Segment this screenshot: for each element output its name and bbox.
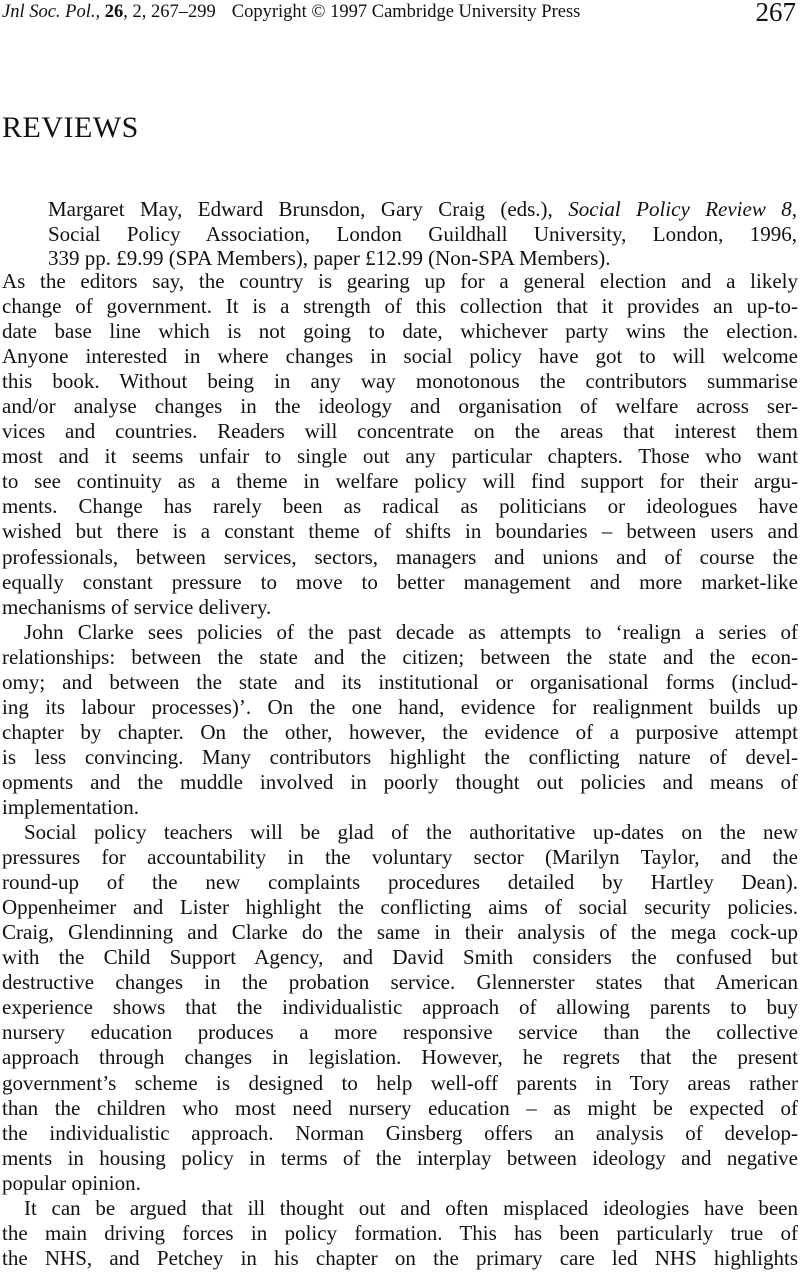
text-line: round-up of the new complaints procedures detailed by Hartley Dean). bbox=[2, 870, 798, 895]
text-line: John Clarke sees policies of the past decade as attempts to ‘realign a series of bbox=[24, 619, 798, 644]
text-line: Social policy teachers will be glad of the authoritative up-dates on the new bbox=[24, 820, 798, 845]
text-line: experience shows that the individualistic approach of allowing parents to buy bbox=[2, 995, 798, 1020]
text-line: ments. Change has rarely been as radical as politicians or ideologues have bbox=[2, 494, 798, 519]
section-title: REVIEWS bbox=[2, 111, 139, 144]
text-line: government’s scheme is designed to help well-off parents in Tory areas rather bbox=[2, 1070, 798, 1095]
text-line: most and it seems unfair to single out any particular chapters. Those who want bbox=[2, 444, 798, 469]
text-line: Oppenheimer and Lister highlight the conflicting aims of social security policies. bbox=[2, 895, 798, 920]
citation-line: Social Policy Association, London Guildhall University, London, 1996, bbox=[48, 221, 797, 246]
text-line: the NHS, and Petchey in his chapter on the primary care led NHS highlights bbox=[2, 1245, 798, 1270]
citation-line bbox=[48, 197, 797, 222]
text-line: omy; and between the state and its institutional or organisational forms (includ- bbox=[2, 669, 798, 694]
text-line: professionals, between services, sectors, managers and unions and of course the bbox=[2, 544, 798, 569]
paragraph bbox=[2, 269, 798, 620]
paragraph bbox=[2, 820, 798, 1196]
text-line: ments in housing policy in terms of the interplay between ideology and negative bbox=[2, 1145, 798, 1170]
review-body bbox=[2, 269, 798, 1271]
text-line: date base line which is not going to date, whichever party wins the election. bbox=[2, 319, 798, 344]
text-line: this book. Without being in any way monotonous the contributors summarise bbox=[2, 369, 798, 394]
text-line: equally constant pressure to move to better management and more market-like bbox=[2, 569, 798, 594]
text-line: ing its labour processes)’. On the one hand, evidence for realignment builds up bbox=[2, 694, 798, 719]
text-line: relationships: between the state and the citizen; between the state and the econ- bbox=[2, 644, 798, 669]
text-line: It can be argued that ill thought out and often misplaced ideologies have been bbox=[24, 1195, 798, 1220]
book-citation bbox=[48, 197, 797, 271]
text-line: change of government. It is a strength of this collection that it provides an up-to- bbox=[2, 294, 798, 319]
text-line: implementation. bbox=[2, 794, 140, 819]
paragraph bbox=[2, 1196, 798, 1271]
citation-line: 339 pp. £9.99 (SPA Members), paper £12.99 (Non-SPA Members). bbox=[48, 246, 611, 270]
running-header-citation bbox=[2, 0, 216, 24]
text-line: to see continuity as a theme in welfare policy will find support for their argu- bbox=[2, 469, 798, 494]
text-line: pressures for accountability in the voluntary sector (Marilyn Taylor, and the bbox=[2, 845, 798, 870]
journal-abbrev: Jnl Soc. Pol., bbox=[2, 2, 101, 22]
text-line: mechanisms of service delivery. bbox=[2, 594, 272, 619]
text-line: and/or analyse changes in the ideology and organisation of welfare across ser- bbox=[2, 394, 798, 419]
paragraph bbox=[2, 620, 798, 820]
text-line: with the Child Support Agency, and David Smith considers the confused but bbox=[2, 945, 798, 970]
page-number: 267 bbox=[755, 0, 796, 27]
text-line: Craig, Glendinning and Clarke do the same in their analysis of the mega cock-up bbox=[2, 920, 798, 945]
text-line: is less convincing. Many contributors highlight the conflicting nature of devel- bbox=[2, 744, 798, 769]
text-line: approach through changes in legislation. However, he regrets that the present bbox=[2, 1045, 798, 1070]
text-line: destructive changes in the probation service. Glennerster states that American bbox=[2, 970, 798, 995]
text-line: the main driving forces in policy formation. This has been particularly true of bbox=[2, 1220, 798, 1245]
text-line: wished but there is a constant theme of shifts in boundaries – between users and bbox=[2, 519, 798, 544]
text-line: popular opinion. bbox=[2, 1170, 141, 1195]
citation-punct: , bbox=[791, 197, 797, 221]
text-line: Anyone interested in where changes in social policy have got to will welcome bbox=[2, 344, 798, 369]
citation-authors: Margaret May, Edward Brunsdon, Gary Craig (eds.), bbox=[48, 197, 553, 221]
text-line: vices and countries. Readers will concentrate on the areas that interest them bbox=[2, 419, 798, 444]
citation-book-title: Social Policy Review 8 bbox=[568, 197, 792, 221]
text-line: than the children who most need nursery education – as might be expected of bbox=[2, 1095, 798, 1120]
text-line: opments and the muddle involved in poorly thought out policies and means of bbox=[2, 769, 798, 794]
text-line: chapter by chapter. On the other, however, the evidence of a purposive attempt bbox=[2, 719, 798, 744]
copyright: Copyright © 1997 Cambridge University Press bbox=[231, 2, 581, 22]
running-header bbox=[2, 0, 796, 30]
text-line: the individualistic approach. Norman Ginsberg offers an analysis of develop- bbox=[2, 1120, 798, 1145]
volume: 26 bbox=[104, 2, 124, 22]
text-line: nursery education produces a more responsive service than the collective bbox=[2, 1020, 798, 1045]
issue-pages: , 2, 267–299 bbox=[123, 2, 216, 22]
text-line: As the editors say, the country is gearing up for a general election and a likely bbox=[2, 269, 798, 293]
